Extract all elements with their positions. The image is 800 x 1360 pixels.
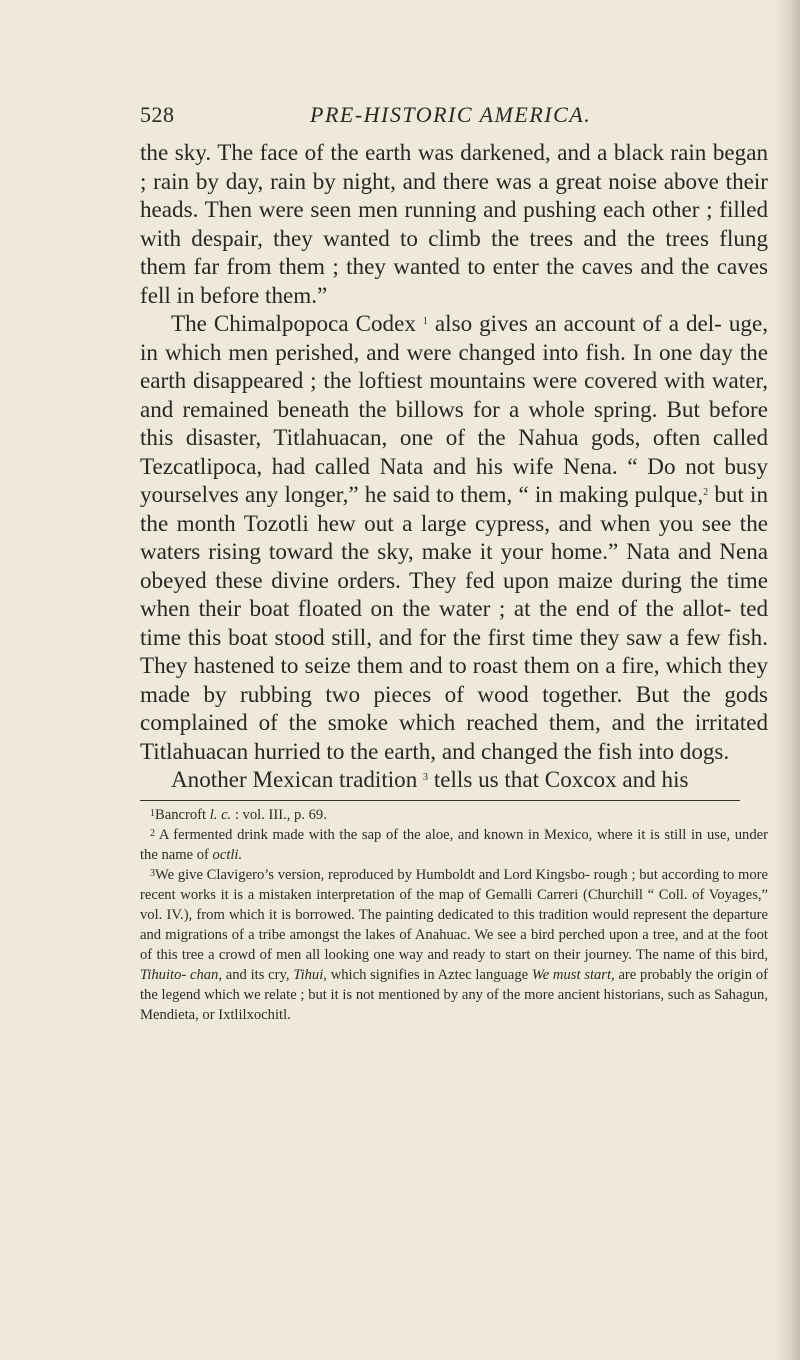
running-title: PRE-HISTORIC AMERICA. xyxy=(310,102,592,127)
footnotes xyxy=(140,805,768,1025)
footnote-1: $^1$Bancroft l. c. : vol. III., p. 69. xyxy=(150,806,327,823)
body-text xyxy=(140,138,768,794)
paragraph-2: The Chimalpopoca Codex $^1$ also gives an account of a del- uge, in which men perished, and were changed into fish. In one day the earth disappeared ; the loftiest mountains were covered with water, and remained beneath the billows for a whole spring. But before this disaster, Titlahuacan, one of the Nahua gods, often called Tezcatlipoca, had called Nata and his wife Nena. “ Do not busy yourselves any longer,” he said to them, “ in making pulque,$^2$ but in the month Tozotli hew out a large cypress, and when you see the waters rising toward the sky, make it your home.” Nata and Nena obeyed these divine orders. They fed upon maize during the time when their boat floated on the water ; at the end of the allot- ted time this boat stood still, and for the first time they saw a few fish. They hastened to seize them and to roast them on a fire, which they made by rubbing two pieces of wood together. But the gods complained of the smoke which reached them, and the irritated Titlahuacan hurried to the earth, and changed the fish into dogs. xyxy=(140,310,768,764)
footnote-marker-1: 1 xyxy=(422,316,428,327)
footnote-2: $^2$ A fermented drink made with the sap of the aloe, and known in Mexico, where it is still in use, under the name of octli. xyxy=(140,826,768,863)
footnote-3: $^3$We give Clavigero’s version, reproduced by Humboldt and Lord Kingsbo- rough ; but according to more recent works it is a mistaken interpretation of the map of Gemalli Carreri (Churchill “ Coll. of Voyages,” vol. IV.), from which it is borrowed. The painting dedicated to this tradition would represent the departure and migrations of a tribe amongst the lakes of Anahuac. We see a bird perched upon a tree, and at the foot of this tree a crowd of men all looking one way and ready to start on their journey. The name of this bird, Tihuito- chan, and its cry, Tihui, which signifies in Aztec language We must start, are probably the origin of the legend which we relate ; but it is not mentioned by any of the more ancient historians, such as Sahagun, Mendieta, or Ixtlilxochitl. xyxy=(140,866,769,1023)
footnote-rule xyxy=(140,800,740,801)
page-edge-shadow xyxy=(774,0,800,1360)
paragraph-1: the sky. The face of the earth was darkened, and a black rain began ; rain by day, rain by night, and there was a great noise above their heads. Then were seen men running and pushing each other ; filled with despair, they wanted to climb the trees and the trees flung them far from them ; they wanted to enter the caves and the caves fell in before them.” xyxy=(140,139,768,308)
running-head xyxy=(140,102,768,138)
paragraph-3: Another Mexican tradition $^3$ tells us that Coxcox and his xyxy=(171,766,689,792)
page-number: 528 xyxy=(140,102,175,127)
book-page xyxy=(140,102,768,1025)
footnote-marker-2: 2 xyxy=(703,487,709,498)
footnote-marker-3: 3 xyxy=(423,772,429,783)
